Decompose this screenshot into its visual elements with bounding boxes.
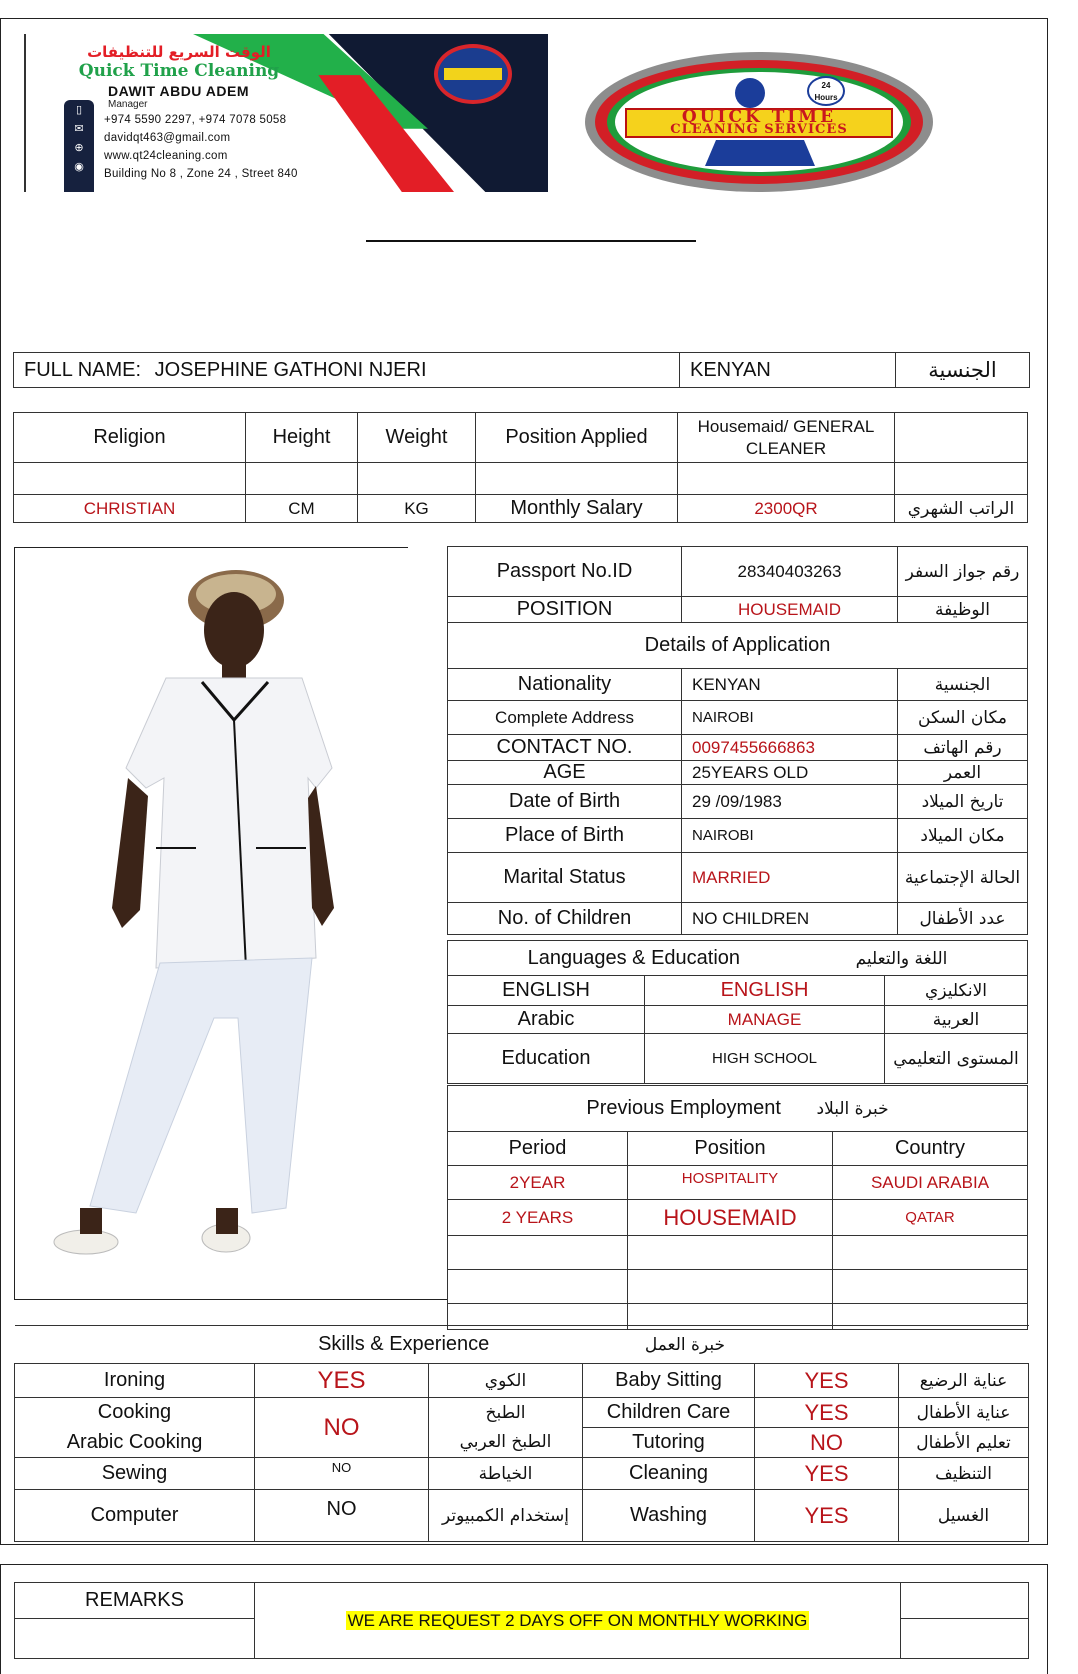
employment-period: 2YEAR — [448, 1166, 628, 1200]
card-website: www.qt24cleaning.com — [104, 150, 228, 162]
basic-info-table — [13, 412, 1028, 523]
skills-title-ar: خبرة العمل — [644, 1335, 725, 1355]
remarks-table — [14, 1582, 1029, 1659]
full-name-cell — [14, 353, 680, 388]
skill-label-ar: الطبخ العربي — [429, 1428, 583, 1458]
remarks-label: REMARKS — [15, 1583, 255, 1619]
skill-value: NO — [255, 1398, 429, 1458]
education-value: HIGH SCHOOL — [645, 1034, 885, 1084]
detail-label: CONTACT NO. — [448, 735, 682, 761]
skill-label-ar: التنظيف — [899, 1458, 1029, 1490]
remarks-note-cell — [255, 1583, 901, 1659]
language-label-ar: العربية — [885, 1006, 1028, 1034]
detail-label-ar: مكان السكن — [898, 701, 1028, 735]
title-underline — [366, 240, 696, 242]
frame-bottom — [0, 1544, 1048, 1545]
card-address: Building No 8 , Zone 24 , Street 840 — [104, 168, 298, 180]
detail-label: Marital Status — [448, 853, 682, 903]
position-label: POSITION — [448, 597, 682, 623]
weight-header: Weight — [358, 413, 476, 463]
employment-position: HOUSEMAID — [628, 1200, 833, 1236]
languages-title: Languages & Education — [527, 946, 741, 969]
detail-value: NAIROBI — [682, 819, 898, 853]
nationality-label-ar: الجنسية — [896, 353, 1030, 388]
detail-label-ar: مكان الميلاد — [898, 819, 1028, 853]
position-applied-header: Position Applied — [476, 413, 678, 463]
logo-figure-head — [735, 78, 765, 108]
detail-label-ar: الحالة الإجتماعية — [898, 853, 1028, 903]
skills-title: Skills & Experience — [318, 1333, 490, 1355]
language-label: ENGLISH — [448, 976, 645, 1006]
card-email: davidqt463@gmail.com — [104, 132, 231, 144]
detail-label: Date of Birth — [448, 785, 682, 819]
passport-value: 28340403263 — [682, 547, 898, 597]
employment-table — [447, 1085, 1028, 1330]
education-label: Education — [448, 1034, 645, 1084]
phone-icon: ▯ — [75, 104, 83, 116]
skill-label-ar: إستخدام الكمبيوتر — [429, 1490, 583, 1542]
skill-label: Ironing — [15, 1364, 255, 1398]
remarks-note: WE ARE REQUEST 2 DAYS OFF ON MONTHLY WORKING — [347, 1611, 808, 1630]
business-card — [24, 34, 548, 192]
skill-label: Computer — [15, 1490, 255, 1542]
logo-line2: CLEANING SERVICES — [670, 122, 848, 137]
passport-label-ar: رقم جواز السفر — [898, 547, 1028, 597]
employment-position: HOSPITALITY — [628, 1166, 833, 1200]
detail-label: Nationality — [448, 669, 682, 701]
name-table — [13, 352, 1030, 388]
company-logo — [585, 52, 933, 192]
card-arabic-name: الوقت السريع للتنظيفات — [87, 43, 271, 61]
detail-label: AGE — [448, 761, 682, 785]
skill-label: Baby Sitting — [583, 1364, 755, 1398]
skill-label-ar: الخياطة — [429, 1458, 583, 1490]
detail-label: Complete Address — [448, 701, 682, 735]
detail-value: 0097455666863 — [682, 735, 898, 761]
frame-right-2 — [1047, 1564, 1048, 1674]
detail-label: Place of Birth — [448, 819, 682, 853]
employment-period: 2 YEARS — [448, 1200, 628, 1236]
detail-value: KENYAN — [682, 669, 898, 701]
position-applied-value: Housemaid/ GENERAL CLEANER — [678, 413, 895, 463]
employment-title-cell — [448, 1086, 1028, 1132]
detail-value: NAIROBI — [682, 701, 898, 735]
full-name-value: JOSEPHINE GATHONI NJERI — [154, 358, 427, 381]
skill-label: Washing — [583, 1490, 755, 1542]
detail-label-ar: تاريخ الميلاد — [898, 785, 1028, 819]
skill-label: Sewing — [15, 1458, 255, 1490]
frame-top — [0, 18, 1048, 19]
frame-left — [0, 18, 1, 1544]
skill-value: NO — [755, 1428, 899, 1458]
mail-icon: ✉ — [74, 123, 84, 135]
employment-header-period: Period — [448, 1132, 628, 1166]
photo-left-line — [14, 547, 15, 1299]
skill-label: Cooking — [15, 1398, 255, 1428]
height-value: CM — [246, 495, 358, 523]
languages-title-cell — [448, 941, 1028, 976]
employment-country: SAUDI ARABIA — [833, 1166, 1028, 1200]
frame-top-2 — [0, 1564, 1048, 1565]
details-section-title: Details of Application — [448, 623, 1028, 669]
detail-value: 25YEARS OLD — [682, 761, 898, 785]
detail-value: NO CHILDREN — [682, 903, 898, 935]
location-icon: ◉ — [74, 161, 84, 173]
globe-icon: ⊕ — [74, 142, 84, 154]
logo-line1: QUICK TIME — [681, 107, 837, 127]
language-label-ar: الانكليزي — [885, 976, 1028, 1006]
religion-value: CHRISTIAN — [14, 495, 246, 523]
employment-header-position: Position — [628, 1132, 833, 1166]
employment-country: QATAR — [833, 1200, 1028, 1236]
skill-label: Cleaning — [583, 1458, 755, 1490]
skill-label-ar: الكوي — [429, 1364, 583, 1398]
candidate-photo — [16, 548, 450, 1300]
detail-value: 29 /09/1983 — [682, 785, 898, 819]
skill-label-ar: الغسيل — [899, 1490, 1029, 1542]
skill-label-ar: عناية الأطفال — [899, 1398, 1029, 1428]
detail-value: MARRIED — [682, 853, 898, 903]
frame-left-2 — [0, 1564, 1, 1674]
languages-title-ar: اللغة والتعليم — [855, 948, 948, 969]
detail-label-ar: رقم الهاتف — [898, 735, 1028, 761]
religion-header: Religion — [14, 413, 246, 463]
language-value: ENGLISH — [645, 976, 885, 1006]
languages-table — [447, 940, 1028, 1084]
skills-table — [14, 1325, 1029, 1542]
card-english-name: Quick Time Cleaning — [78, 61, 280, 81]
skills-title-cell — [15, 1326, 1029, 1364]
language-value: MANAGE — [645, 1006, 885, 1034]
nationality-value: KENYAN — [680, 353, 896, 388]
employment-title: Previous Employment — [586, 1097, 781, 1119]
card-mini-logo — [434, 44, 512, 104]
salary-value: 2300QR — [678, 495, 895, 523]
logo-hours-badge: 24 Hours — [807, 76, 845, 106]
skill-value: YES — [755, 1364, 899, 1398]
skill-value: YES — [255, 1364, 429, 1398]
skill-label: Tutoring — [583, 1428, 755, 1458]
position-label-ar: الوظيفة — [898, 597, 1028, 623]
height-header: Height — [246, 413, 358, 463]
skill-label-ar: الطبخ — [429, 1398, 583, 1428]
employment-title-ar: خبرة البلاد — [816, 1099, 889, 1119]
skill-label-ar: تعليم الأطفال — [899, 1428, 1029, 1458]
weight-value: KG — [358, 495, 476, 523]
card-person-role: Manager — [108, 99, 148, 110]
skill-label: Arabic Cooking — [15, 1428, 255, 1458]
skill-value: NO — [255, 1458, 429, 1490]
skill-value: YES — [755, 1458, 899, 1490]
frame-right — [1047, 18, 1048, 1544]
card-person-name: DAWIT ABDU ADEM — [108, 83, 250, 99]
blank-cell — [895, 413, 1028, 463]
details-table — [447, 546, 1028, 935]
logo-figure-body — [705, 140, 815, 166]
detail-label-ar: عدد الأطفال — [898, 903, 1028, 935]
skill-value: YES — [755, 1398, 899, 1428]
card-icon-strip — [64, 100, 94, 192]
full-name-label: FULL NAME: — [24, 358, 142, 381]
salary-label: Monthly Salary — [476, 495, 678, 523]
education-label-ar: المستوى التعليمي — [885, 1034, 1028, 1084]
card-phone: +974 5590 2297, +974 7078 5058 — [104, 114, 287, 126]
employment-header-country: Country — [833, 1132, 1028, 1166]
skill-value: NO — [255, 1490, 429, 1542]
position-value: HOUSEMAID — [682, 597, 898, 623]
salary-label-ar: الراتب الشهري — [895, 495, 1028, 523]
skill-label-ar: عناية الرضيع — [899, 1364, 1029, 1398]
detail-label-ar: العمر — [898, 761, 1028, 785]
passport-label: Passport No.ID — [448, 547, 682, 597]
detail-label-ar: الجنسية — [898, 669, 1028, 701]
detail-label: No. of Children — [448, 903, 682, 935]
skill-value: YES — [755, 1490, 899, 1542]
language-label: Arabic — [448, 1006, 645, 1034]
skill-label: Children Care — [583, 1398, 755, 1428]
